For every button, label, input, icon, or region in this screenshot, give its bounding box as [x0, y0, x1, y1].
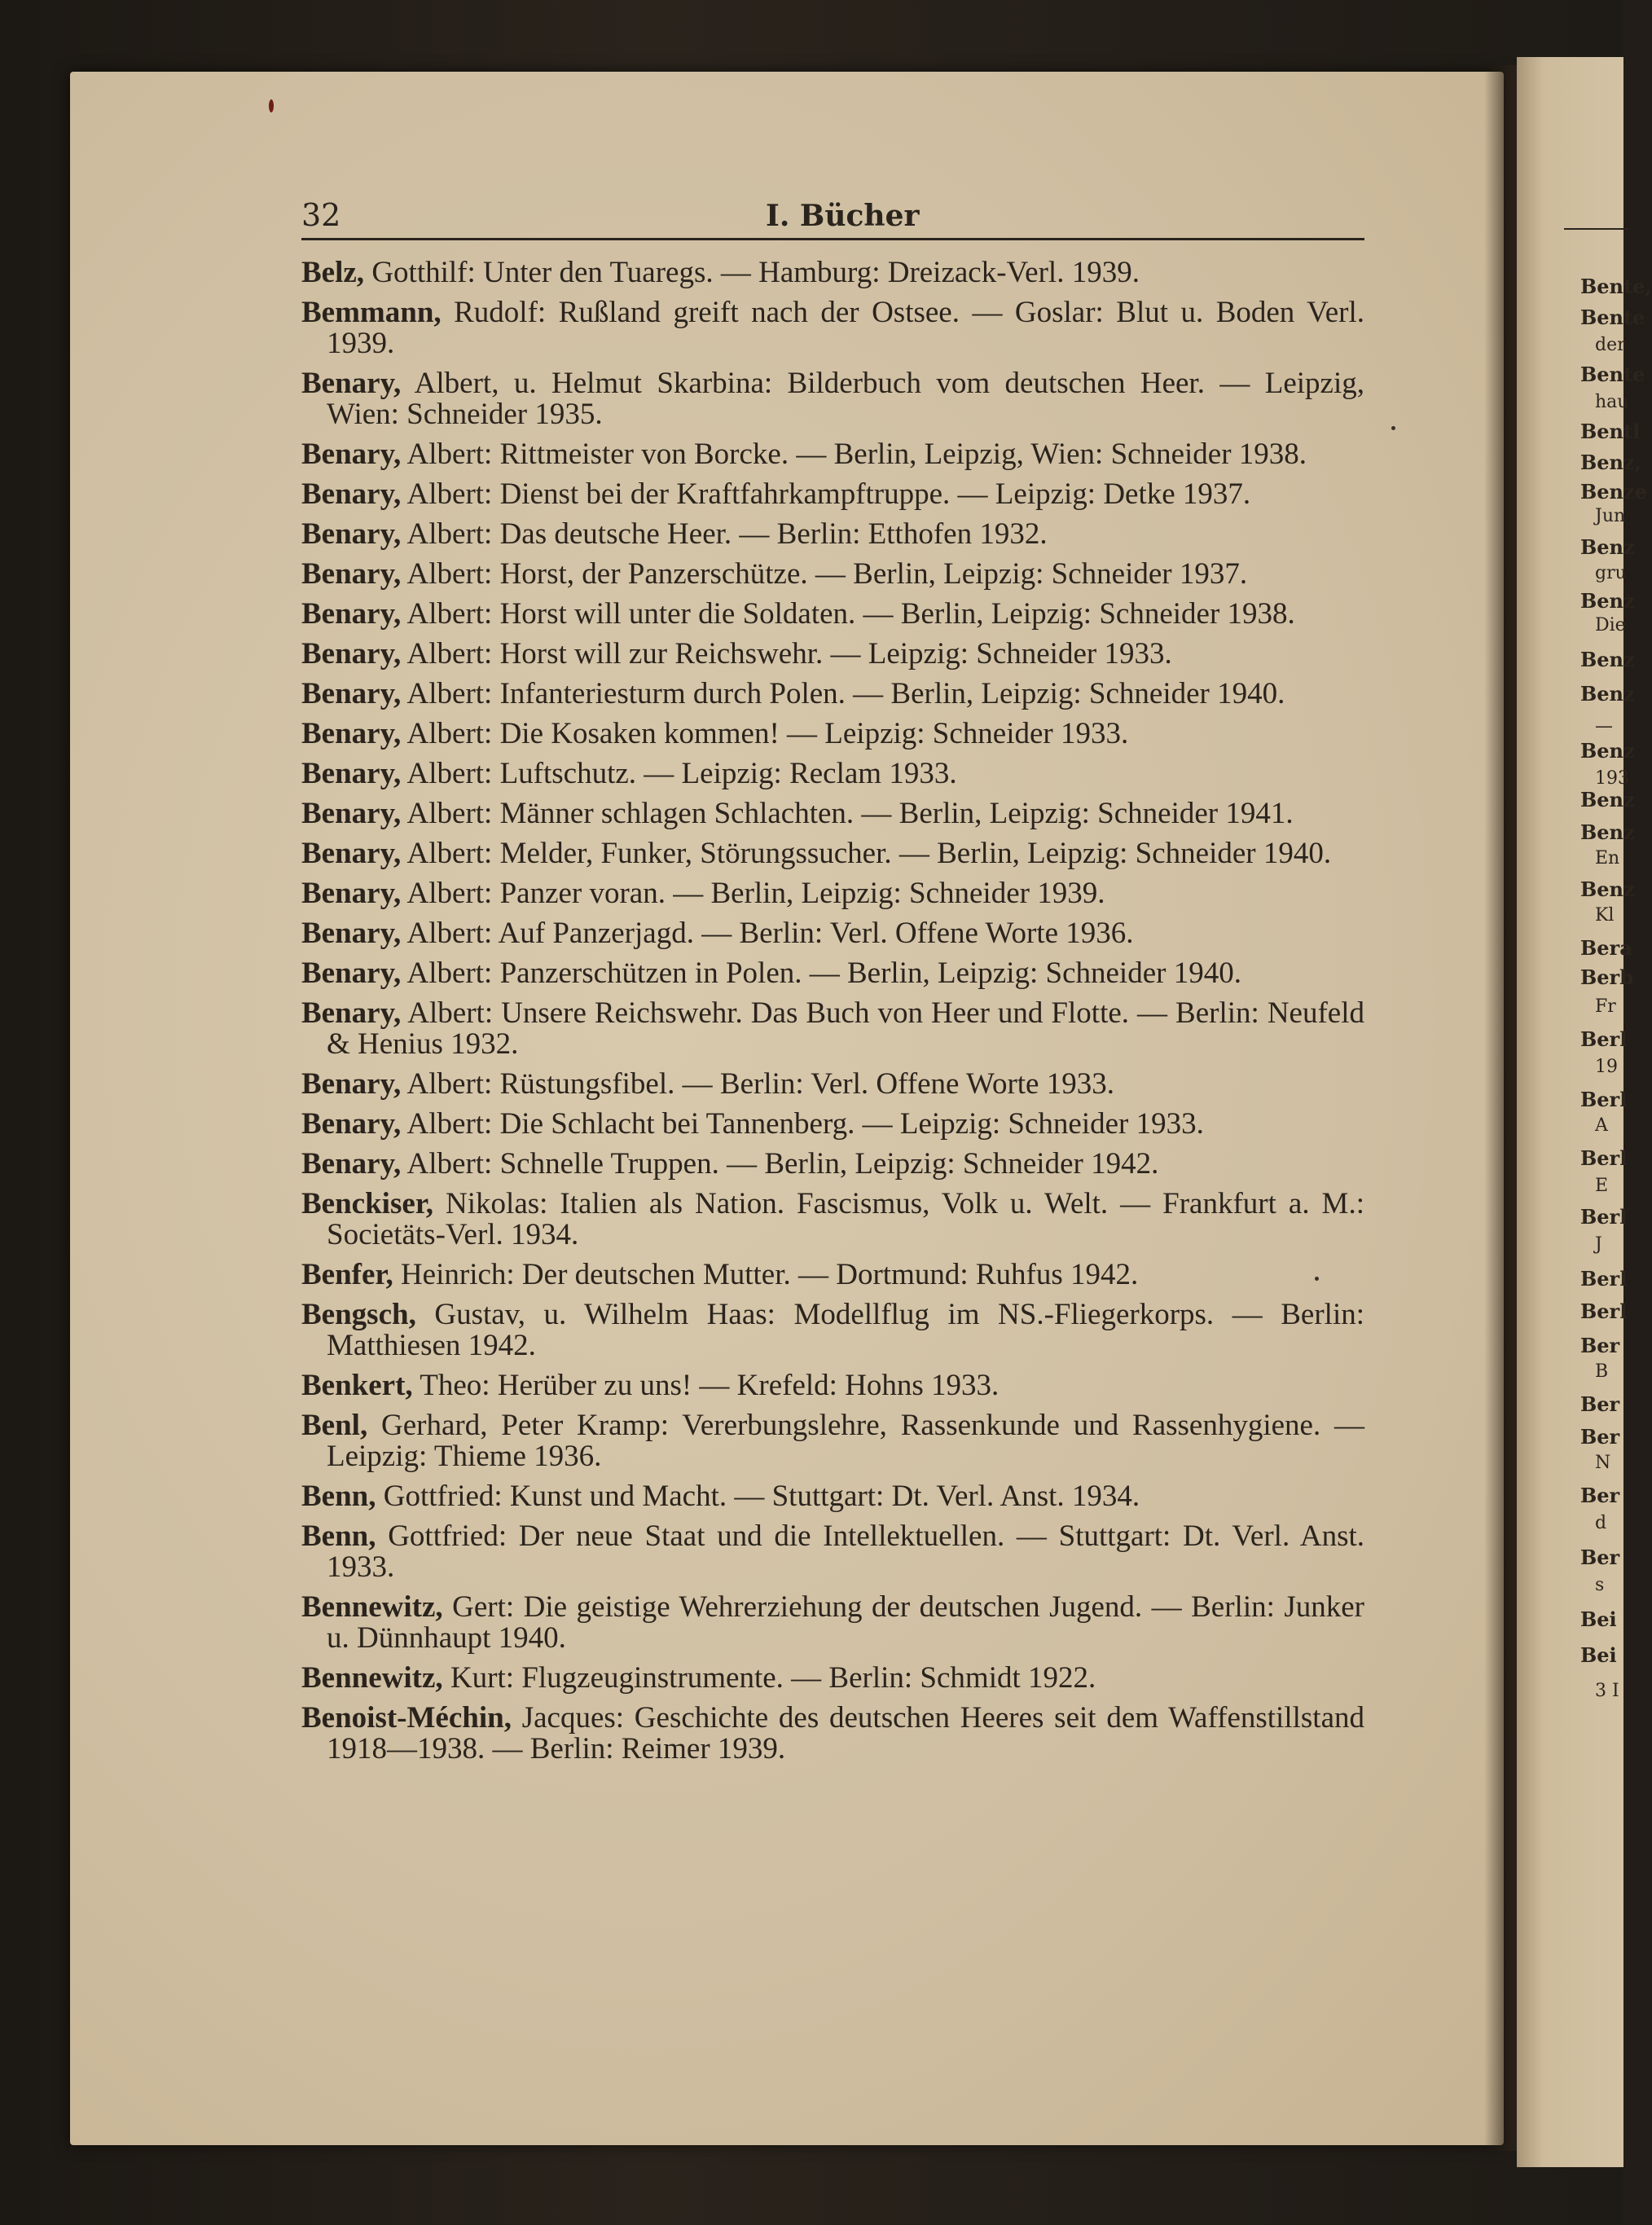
bibliography-entry	[301, 759, 1364, 789]
entry-author: Benoist-Méchin,	[301, 1701, 512, 1735]
running-title: I. Bücher	[766, 199, 920, 233]
facing-page-fragment: Berb	[1580, 965, 1633, 989]
bibliography-entry	[301, 1521, 1364, 1583]
facing-page-fragment: hau	[1595, 392, 1629, 412]
entry-author: Benckiser,	[301, 1187, 434, 1220]
entry-author: Benary,	[301, 557, 402, 591]
entry-author: Benary,	[301, 956, 402, 990]
facing-page-fragment: A	[1595, 1115, 1608, 1136]
facing-page-fragment: E	[1595, 1176, 1609, 1196]
ink-spot	[1391, 426, 1395, 430]
entry-text: Albert: Die Kosaken kommen! — Leipzig: Schneider 1933.	[401, 717, 1129, 750]
entry-text: Albert: Auf Panzerjagd. — Berlin: Verl. Offene Worte 1936.	[401, 917, 1134, 950]
entry-text: Albert: Luftschutz. — Leipzig: Reclam 1933.	[401, 757, 957, 790]
facing-page-fragment: Benz	[1580, 682, 1635, 706]
entry-text: Albert: Panzer voran. — Berlin, Leipzig: Schneider 1939.	[401, 877, 1105, 910]
facing-page-fragment: Bei	[1580, 1607, 1617, 1631]
bibliography-entry	[301, 257, 1364, 288]
entry-author: Bennewitz,	[301, 1590, 443, 1624]
facing-page-fragment: Kl	[1595, 905, 1615, 926]
facing-page-fragment: Bera	[1580, 936, 1632, 960]
facing-page-fragment: 19	[1595, 1057, 1618, 1077]
bibliography-entry	[301, 1410, 1364, 1472]
entry-author: Benary,	[301, 1107, 402, 1141]
entry-text: Gustav, u. Wilhelm Haas: Modellflug im NS.-Fliegerkorps. — Berlin: Matthiesen 1942.	[327, 1298, 1364, 1362]
facing-page-fragment: Ber	[1580, 1546, 1620, 1569]
facing-page-fragment: Benz	[1580, 739, 1635, 763]
bibliography-entry	[301, 1260, 1364, 1291]
entry-text: Albert: Unsere Reichswehr. Das Buch von Heer und Flotte. — Berlin: Neufeld & Henius 1932.	[327, 996, 1364, 1061]
entry-text: Albert: Die Schlacht bei Tannenberg. — Leipzig: Schneider 1933.	[401, 1107, 1204, 1141]
facing-page-fragment: Bentl	[1580, 420, 1641, 443]
entry-text: Albert: Panzerschützen in Polen. — Berlin, Leipzig: Schneider 1940.	[401, 956, 1241, 990]
facing-page-fragment: Die	[1595, 615, 1626, 635]
facing-page-fragment: Ber	[1580, 1334, 1620, 1357]
entry-text: Jacques: Geschichte des deutschen Heeres seit dem Waffenstillstand 1918—1938. — Berlin: Reimer 1939.	[327, 1701, 1364, 1765]
entry-text: Albert: Männer schlagen Schlachten. — Berlin, Leipzig: Schneider 1941.	[401, 797, 1294, 830]
entry-text: Gottfried: Kunst und Macht. — Stuttgart: Dt. Verl. Anst. 1934.	[376, 1480, 1140, 1513]
entry-text: Gottfried: Der neue Staat und die Intellektuellen. — Stuttgart: Dt. Verl. Anst. 1933.	[327, 1519, 1364, 1584]
entry-author: Benary,	[301, 917, 402, 950]
bibliography-entry	[301, 1481, 1364, 1512]
bibliography-entry	[301, 519, 1364, 550]
bibliography-entry	[301, 679, 1364, 710]
facing-page-edge	[1517, 57, 1652, 2167]
entry-author: Benn,	[301, 1480, 376, 1513]
page-gutter	[1484, 65, 1517, 2151]
bibliography-entry	[301, 1663, 1364, 1694]
bibliography-entry	[301, 1149, 1364, 1180]
facing-page-fragment: —	[1595, 716, 1613, 737]
facing-page-fragment: Benz	[1580, 820, 1635, 844]
entry-author: Benary,	[301, 877, 402, 910]
bibliography-list	[301, 257, 1364, 1774]
entry-author: Benary,	[301, 757, 402, 790]
entry-author: Bemmann,	[301, 296, 442, 329]
ink-spot	[269, 99, 274, 112]
entry-text: Heinrich: Der deutschen Mutter. — Dortmund: Ruhfus 1942.	[393, 1258, 1139, 1291]
facing-page-fragment: Benz,	[1580, 451, 1641, 474]
entry-author: Benary,	[301, 637, 402, 671]
bibliography-entry	[301, 559, 1364, 590]
entry-author: Benfer,	[301, 1258, 393, 1291]
bibliography-entry	[301, 918, 1364, 949]
bibliography-entry	[301, 479, 1364, 510]
entry-text: Albert: Das deutsche Heer. — Berlin: Etthofen 1932.	[401, 517, 1048, 551]
bibliography-entry	[301, 1109, 1364, 1140]
entry-author: Belz,	[301, 256, 365, 289]
entry-text: Theo: Herüber zu uns! — Krefeld: Hohns 1933.	[412, 1369, 1000, 1402]
facing-page-fragment: 193	[1595, 768, 1629, 789]
facing-page-fragment: Berl	[1580, 1299, 1628, 1323]
facing-page-fragment: Ber	[1580, 1392, 1620, 1416]
entry-text: Albert, u. Helmut Skarbina: Bilderbuch vom deutschen Heer. — Leipzig, Wien: Schneider 1935.	[327, 367, 1364, 431]
facing-page-fragment: Benz	[1580, 648, 1635, 671]
entry-author: Benl,	[301, 1409, 368, 1442]
entry-author: Benary,	[301, 996, 402, 1030]
facing-page-fragment: Benz	[1580, 589, 1635, 613]
bibliography-entry	[301, 1703, 1364, 1765]
facing-page-fragment: s	[1595, 1575, 1605, 1595]
bibliography-entry	[301, 998, 1364, 1060]
facing-page-fragment: Berl	[1580, 1267, 1628, 1291]
entry-author: Benkert,	[301, 1369, 413, 1402]
facing-page-fragment: Berl	[1580, 1088, 1628, 1111]
entry-author: Benary,	[301, 477, 402, 511]
entry-text: Kurt: Flugzeuginstrumente. — Berlin: Schmidt 1922.	[442, 1661, 1096, 1695]
facing-page-fragment: Benze	[1580, 480, 1647, 503]
entry-author: Benary,	[301, 717, 402, 750]
facing-page-fragment: Fr	[1595, 996, 1616, 1017]
facing-page-fragment: B	[1595, 1361, 1609, 1382]
entry-author: Benary,	[301, 597, 402, 631]
facing-page-fragment: 3 I	[1595, 1681, 1619, 1701]
entry-author: Benn,	[301, 1519, 376, 1553]
entry-text: Gotthilf: Unter den Tuaregs. — Hamburg: Dreizack-Verl. 1939.	[364, 256, 1140, 289]
facing-page-fragment: J	[1595, 1234, 1602, 1255]
page-number: 32	[301, 197, 341, 233]
bibliography-entry	[301, 958, 1364, 989]
bibliography-entry	[301, 1189, 1364, 1251]
entry-text: Albert: Horst will unter die Soldaten. — Berlin, Leipzig: Schneider 1938.	[401, 597, 1295, 631]
facing-page-fragment: der	[1595, 335, 1626, 355]
entry-text: Rudolf: Rußland greift nach der Ostsee. — Goslar: Blut u. Boden Verl. 1939.	[327, 296, 1364, 360]
bibliography-entry	[301, 297, 1364, 359]
entry-author: Bengsch,	[301, 1298, 416, 1331]
bibliography-entry	[301, 878, 1364, 909]
facing-page-fragment: Berl	[1580, 1146, 1628, 1170]
bibliography-entry	[301, 838, 1364, 869]
entry-text: Albert: Melder, Funker, Störungssucher. — Berlin, Leipzig: Schneider 1940.	[401, 837, 1332, 870]
bibliography-entry	[301, 719, 1364, 750]
entry-text: Gerhard, Peter Kramp: Vererbungslehre, Rassenkunde und Rassenhygiene. — Leipzig: Thieme 1936.	[327, 1409, 1364, 1473]
entry-text: Albert: Horst, der Panzerschütze. — Berlin, Leipzig: Schneider 1937.	[401, 557, 1248, 591]
bibliography-entry	[301, 439, 1364, 470]
entry-text: Albert: Rüstungsfibel. — Berlin: Verl. Offene Worte 1933.	[401, 1067, 1114, 1101]
facing-page-fragment: Jun	[1595, 506, 1626, 526]
facing-page-fragment: Bente	[1580, 363, 1645, 386]
bibliography-entry	[301, 1299, 1364, 1361]
facing-page-fragment: Bei	[1580, 1643, 1617, 1667]
entry-author: Benary,	[301, 517, 402, 551]
facing-page-fragment: Berl	[1580, 1205, 1628, 1229]
facing-page-fragment: Benz	[1580, 535, 1635, 559]
entry-text: Albert: Infanteriesturm durch Polen. — Berlin, Leipzig: Schneider 1940.	[401, 677, 1285, 710]
bibliography-entry	[301, 1592, 1364, 1654]
facing-page-fragment: Ber	[1580, 1484, 1620, 1507]
facing-page-fragment: N	[1595, 1453, 1611, 1473]
bibliography-entry	[301, 599, 1364, 630]
entry-author: Benary,	[301, 438, 402, 471]
bibliography-entry	[301, 798, 1364, 829]
facing-page-fragment: Benz	[1580, 788, 1635, 811]
bibliography-entry	[301, 1069, 1364, 1100]
entry-author: Benary,	[301, 1147, 402, 1181]
entry-text: Albert: Horst will zur Reichswehr. — Leipzig: Schneider 1933.	[401, 637, 1172, 671]
facing-page-fragment: Bente,	[1580, 275, 1652, 298]
entry-text: Gert: Die geistige Wehrerziehung der deutschen Jugend. — Berlin: Junker u. Dünnhaupt 1940.	[327, 1590, 1364, 1655]
entry-text: Albert: Rittmeister von Borcke. — Berlin, Leipzig, Wien: Schneider 1938.	[401, 438, 1307, 471]
facing-page-fragment: d	[1595, 1513, 1607, 1533]
entry-author: Benary,	[301, 797, 402, 830]
bibliography-entry	[301, 1370, 1364, 1401]
page-header	[301, 196, 1364, 240]
entry-text: Albert: Dienst bei der Kraftfahrkampftruppe. — Leipzig: Detke 1937.	[401, 477, 1251, 511]
entry-author: Bennewitz,	[301, 1661, 443, 1695]
facing-page-fragment: gru	[1595, 563, 1627, 583]
entry-author: Benary,	[301, 677, 402, 710]
entry-author: Benary,	[301, 837, 402, 870]
entry-text: Albert: Schnelle Truppen. — Berlin, Leipzig: Schneider 1942.	[401, 1147, 1159, 1181]
facing-page-fragment: En	[1595, 848, 1620, 868]
facing-page-fragment: Berl	[1580, 1027, 1628, 1051]
entry-author: Benary,	[301, 367, 402, 400]
bibliography-entry	[301, 639, 1364, 670]
entry-text: Nikolas: Italien als Nation. Fascismus, Volk u. Welt. — Frankfurt a. M.: Societäts-Verl. 1934.	[327, 1187, 1364, 1251]
entry-author: Benary,	[301, 1067, 402, 1101]
facing-page-header-rule	[1564, 228, 1629, 230]
bibliography-entry	[301, 368, 1364, 430]
facing-page-fragment: Ber	[1580, 1425, 1620, 1449]
facing-page-fragment: Benz	[1580, 877, 1635, 901]
facing-page-fragment: Bente	[1580, 306, 1645, 329]
